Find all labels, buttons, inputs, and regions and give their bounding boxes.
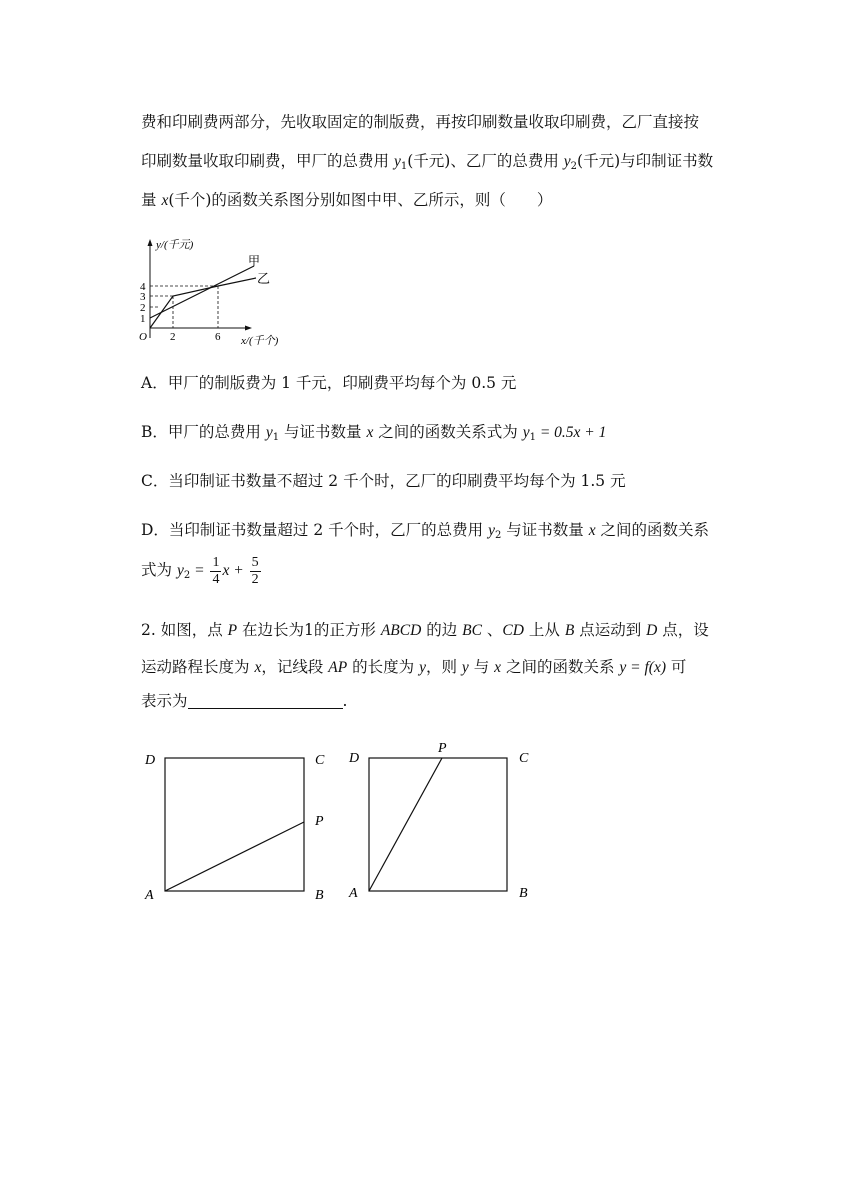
q1-option-c: C．当印制证书数量不超过 2 千个时，乙厂的印刷费平均每个为 1.5 元 — [141, 472, 626, 490]
graph-xlabel: x/(千个) — [241, 335, 279, 347]
xtick-6: 6 — [215, 331, 221, 343]
fraction-one-quarter: $\frac{1}{4}$ — [212, 554, 220, 587]
q2-figure-left — [140, 742, 340, 907]
label-d: D — [145, 753, 156, 768]
label-a: A — [145, 888, 154, 903]
square-abcd — [369, 758, 507, 891]
label-p: P — [315, 814, 324, 829]
label-jia: 甲 — [248, 254, 261, 268]
ytick-1: 1 — [140, 313, 146, 325]
q1-option-b: B．甲厂的总费用 $y_1$ 与证书数量 x 之间的函数关系式为 $y_1 = 0.5x + 1$ — [141, 423, 607, 443]
xtick-2: 2 — [170, 331, 176, 343]
q2-figure-right — [344, 736, 544, 906]
x-axis-arrow — [245, 326, 252, 331]
ytick-2: 2 — [140, 302, 146, 314]
q1-option-d-line2: 式为 $y_2$ = $\frac{1}{4}$ x + $\frac{5}{2}$ — [141, 554, 259, 587]
q2-line3: 表示为 . — [141, 692, 348, 710]
label-b: B — [315, 888, 324, 903]
label-c: C — [519, 751, 529, 766]
label-p: P — [438, 741, 447, 756]
segment-ap — [369, 758, 442, 891]
q1-option-a: A．甲厂的制版费为 1 千元，印刷费平均每个为 0.5 元 — [141, 374, 517, 392]
ytick-3: 3 — [140, 291, 146, 303]
q2-line1: 2. 如图，点 P 在边长为1的正方形 ABCD 的边 BC 、CD 上从 B 点运动到 D 点，设 — [141, 621, 709, 639]
graph-ylabel: y/(千元) — [156, 239, 194, 251]
label-a: A — [349, 886, 358, 901]
label-yi: 乙 — [257, 271, 271, 286]
q1-function-graph — [136, 236, 296, 351]
line-jia — [150, 266, 254, 318]
label-d: D — [349, 751, 360, 766]
q1-stem-line3: 量 x(千个)的函数关系图分别如图中甲、乙所示，则（ ） — [141, 191, 553, 209]
fraction-five-halves: $\frac{5}{2}$ — [251, 554, 259, 587]
line-yi — [150, 278, 256, 328]
square-abcd — [165, 758, 304, 891]
q1-option-d-line1: D．当印制证书数量超过 2 千个时，乙厂的总费用 $y_2$ 与证书数量 x 之间的函数关系 — [141, 521, 710, 541]
q1-stem-line1: 费和印刷费两部分，先收取固定的制版费，再按印刷数量收取印刷费，乙厂直接按 — [141, 113, 700, 131]
label-c: C — [315, 753, 325, 768]
answer-blank[interactable] — [188, 692, 343, 709]
y-axis-arrow — [148, 239, 153, 246]
origin-label: O — [139, 331, 147, 343]
ytick-4: 4 — [140, 281, 146, 293]
q2-line2: 运动路程长度为 x，记线段 AP 的长度为 y，则 y 与 x 之间的函数关系 y = f(x) 可 — [141, 658, 687, 676]
label-b: B — [519, 886, 528, 901]
segment-ap — [165, 822, 304, 891]
q1-stem-line2: 印刷数量收取印刷费，甲厂的总费用 $y_1$(千元)、乙厂的总费用 $y_2$(千元)与印制证书数 — [141, 152, 714, 172]
